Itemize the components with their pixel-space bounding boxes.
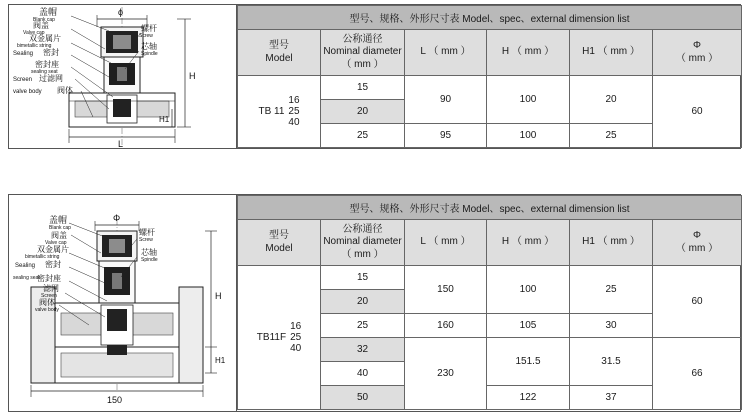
- spec-panel-tb11f: [8, 194, 741, 412]
- table-cell-phi: 60: [653, 76, 742, 148]
- spec-panel-tb11: [8, 4, 741, 149]
- label-seat-en: sealing seat: [13, 275, 40, 281]
- label-body-cn: 阀体: [57, 86, 73, 95]
- valve-drawing-tb11f: [9, 195, 237, 411]
- table-cell-dn: 15: [321, 266, 405, 290]
- spec-table-tb11: [237, 5, 742, 148]
- table-cell-h: 105: [487, 314, 570, 338]
- table-cell-h: 100: [487, 266, 570, 314]
- label-sealing-cn: 密封: [43, 48, 59, 57]
- label-body-en: valve body: [35, 307, 59, 313]
- label-spindle-cn: 芯轴: [141, 248, 157, 257]
- label-bimetal-en: bimetallic string: [25, 254, 60, 260]
- model-name: TB 11: [258, 105, 285, 117]
- dim-h1: H1: [215, 356, 226, 365]
- label-seat-cn: 密封座: [35, 60, 59, 69]
- header-model: 型号 Model: [238, 30, 321, 76]
- header-h1: H1 （ mm ）: [570, 30, 653, 76]
- table-cell-dn: 40: [321, 362, 405, 386]
- label-bimetal-cn: 双金属片: [29, 34, 61, 43]
- label-screen-cn: 滤网: [43, 284, 59, 293]
- table-title: 型号、规格、外形尺寸表 Model、spec、external dimension list: [238, 6, 742, 30]
- table-cell-h1: 25: [570, 124, 653, 148]
- label-body-cn: 阀体: [39, 298, 55, 307]
- table-cell-h1: 30: [570, 314, 653, 338]
- table-cell-dn: 25: [321, 124, 405, 148]
- table-cell-h1: 25: [570, 266, 653, 314]
- header-nominal-diameter: 公称通径 Nominal diameter （ mm ）: [321, 30, 405, 76]
- header-nominal-diameter: 公称通径 Nominal diameter （ mm ）: [321, 220, 405, 266]
- dim-l: 150: [107, 395, 123, 405]
- header-h: H （ mm ）: [487, 30, 570, 76]
- label-screw-cn: 螺杆: [141, 24, 157, 33]
- label-seat-cn: 密封座: [37, 274, 61, 283]
- header-l: L （ mm ）: [405, 220, 487, 266]
- label-screen-en: Screen: [13, 77, 33, 83]
- header-l: L （ mm ）: [405, 30, 487, 76]
- pressure-sizes: 16 25 40: [288, 95, 300, 128]
- table-cell-h: 151.5: [487, 338, 570, 386]
- model-cell: [238, 266, 321, 410]
- label-valve-cap-en: Valve cap: [45, 240, 67, 246]
- dim-phi: Φ: [113, 213, 121, 223]
- table-cell-h1: 20: [570, 76, 653, 124]
- valve-cross-section: [9, 5, 237, 150]
- label-spindle-en: Spindle: [141, 51, 158, 57]
- label-seat-en: sealing seat: [31, 69, 58, 75]
- dim-h1: H1: [159, 115, 170, 124]
- label-body-en: valve body: [13, 89, 42, 95]
- table-cell-h1: 31.5: [570, 338, 653, 386]
- label-valve-cap-en: Valve cap: [23, 30, 45, 36]
- header-h: H （ mm ）: [487, 220, 570, 266]
- model-cell: [238, 76, 321, 148]
- table-cell-dn: 20: [321, 100, 405, 124]
- table-cell-l: 230: [405, 338, 487, 410]
- label-screw-en: Screw: [139, 33, 153, 39]
- label-sealing-en: Sealing: [15, 263, 36, 269]
- table-cell-dn: 32: [321, 338, 405, 362]
- model-name: TB11F: [256, 331, 287, 343]
- label-valve-cap-cn: 阀盖: [51, 231, 67, 240]
- table-cell-l: 150: [405, 266, 487, 314]
- dim-h: H: [189, 71, 196, 81]
- header-model: 型号 Model: [238, 220, 321, 266]
- label-sealing-cn: 密封: [45, 260, 61, 269]
- header-h1: H1 （ mm ）: [570, 220, 653, 266]
- label-screw-cn: 螺杆: [139, 228, 155, 237]
- label-blank-cap-cn: 盖帽: [39, 7, 58, 17]
- table-cell-dn: 15: [321, 76, 405, 100]
- label-blank-cap-en: Blank cap: [33, 17, 55, 23]
- pressure-sizes: 16 25 40: [290, 321, 302, 354]
- table-cell-h: 100: [487, 124, 570, 148]
- label-valve-cap-cn: 阀盖: [33, 21, 49, 30]
- label-bimetal-en: bimetallic string: [17, 43, 52, 49]
- table-cell-dn: 50: [321, 386, 405, 410]
- table-cell-l: 90: [405, 76, 487, 124]
- header-phi: Φ （ mm ）: [653, 220, 742, 266]
- spec-table-tb11f: [237, 195, 742, 410]
- label-blank-cap-en: Blank cap: [49, 225, 71, 231]
- table-cell-phi: 60: [653, 266, 742, 338]
- label-sealing-en: Sealing: [13, 51, 34, 57]
- label-spindle-cn: 芯轴: [141, 42, 157, 51]
- label-blank-cap-cn: 盖帽: [49, 215, 68, 225]
- valve-cross-section-flanged: [9, 195, 237, 413]
- valve-drawing-tb11: [9, 5, 237, 148]
- label-screen-cn: 过滤网: [39, 74, 63, 83]
- label-screen-en: Screen: [41, 293, 57, 299]
- table-cell-h: 100: [487, 76, 570, 124]
- dim-phi: ϕ: [118, 7, 124, 17]
- table-cell-h: 122: [487, 386, 570, 410]
- table-cell-phi: 66: [653, 338, 742, 410]
- dim-h: H: [215, 291, 222, 301]
- label-screw-en: Screw: [139, 237, 153, 243]
- table-cell-h1: 37: [570, 386, 653, 410]
- table-cell-l: 95: [405, 124, 487, 148]
- header-phi: Φ （ mm ）: [653, 30, 742, 76]
- dim-l: L: [118, 139, 124, 149]
- label-spindle-en: Spindle: [141, 257, 158, 263]
- table-cell-dn: 20: [321, 290, 405, 314]
- table-title: 型号、规格、外形尺寸表 Model、spec、external dimension list: [238, 196, 742, 220]
- table-cell-dn: 25: [321, 314, 405, 338]
- table-cell-l: 160: [405, 314, 487, 338]
- label-bimetal-cn: 双金属片: [37, 245, 69, 254]
